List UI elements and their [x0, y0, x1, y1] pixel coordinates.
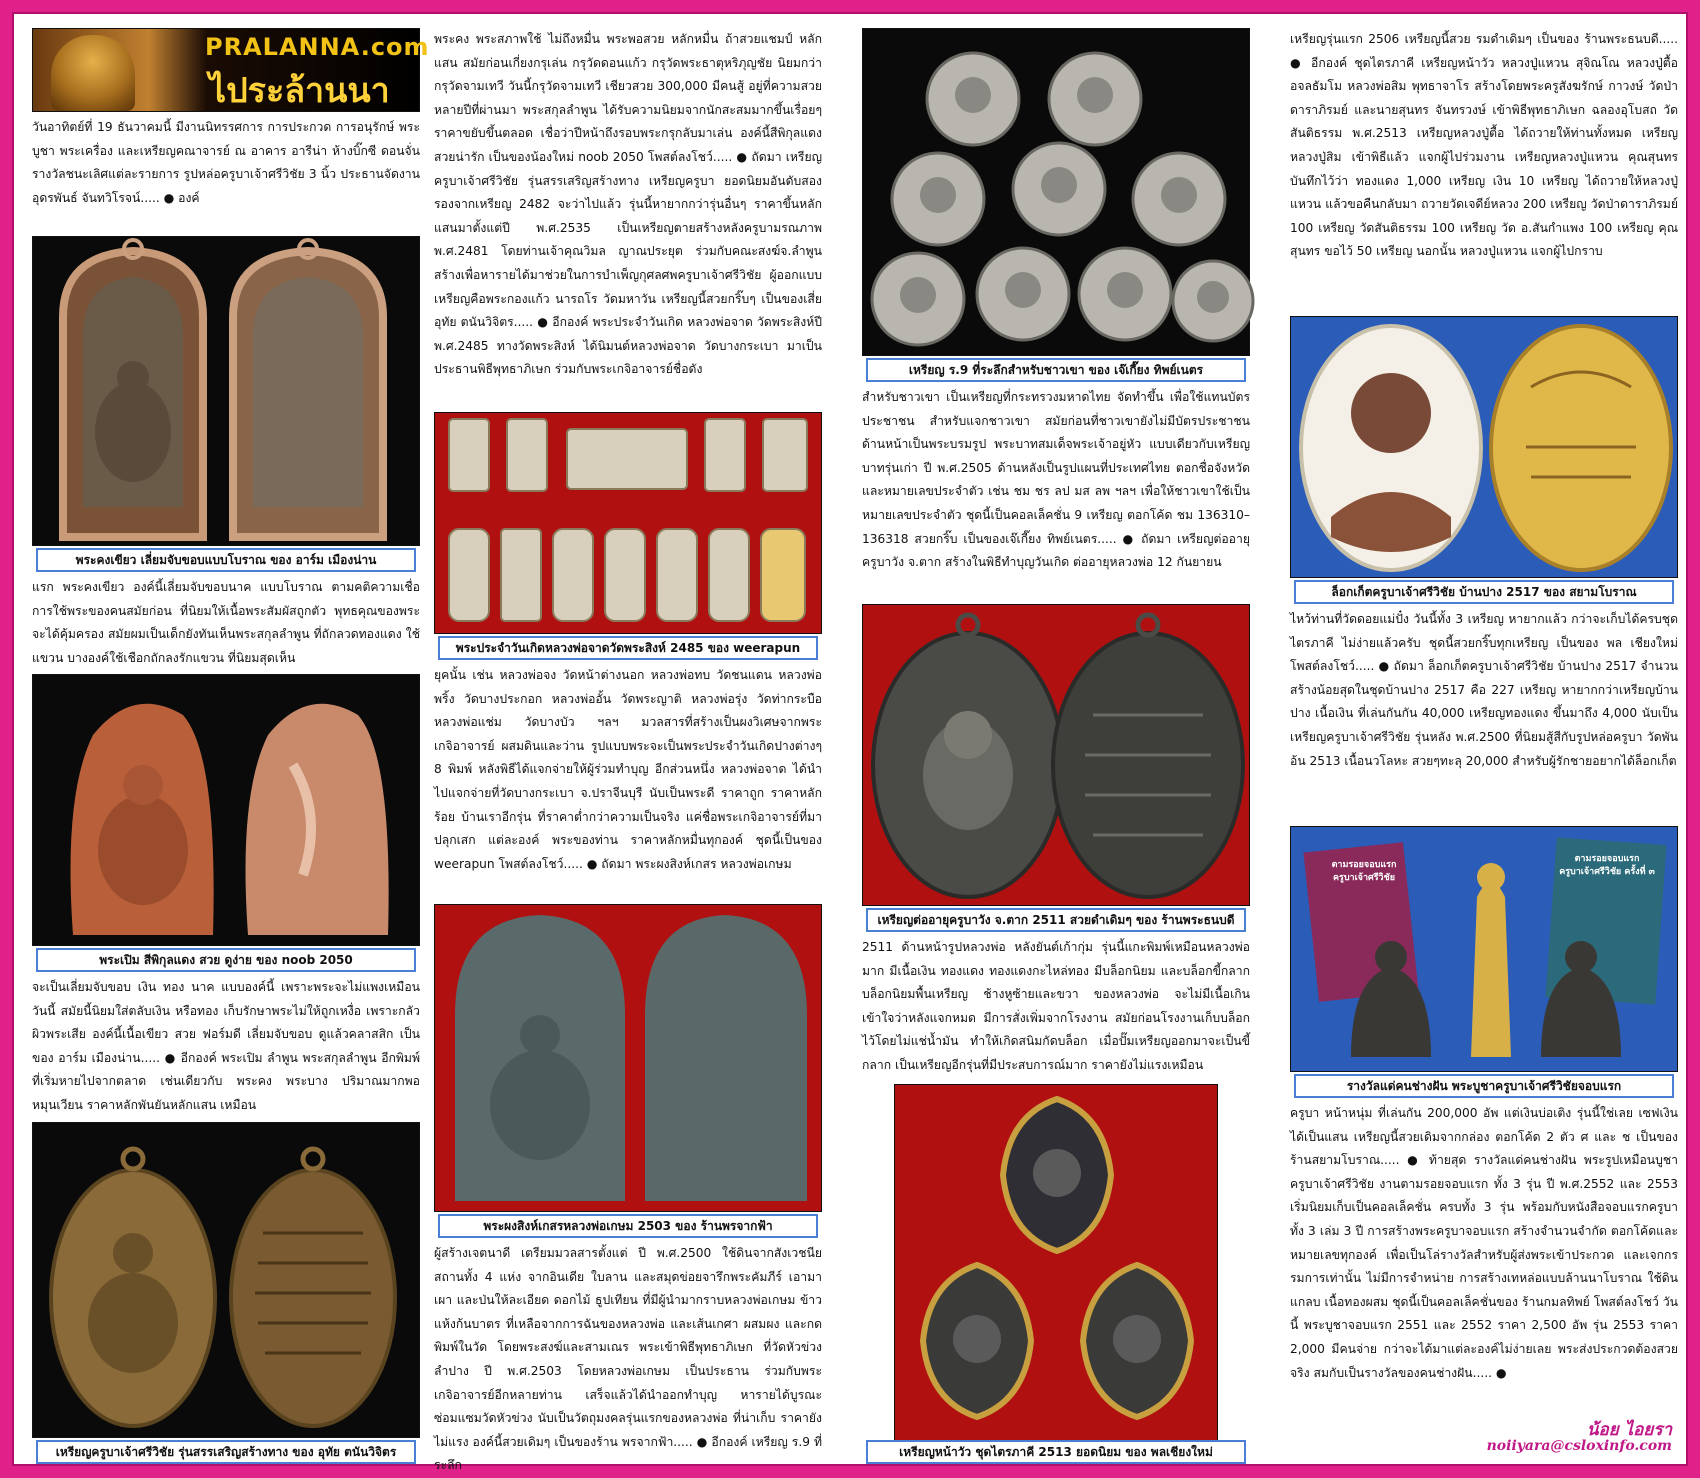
col2-paragraph-2: ยุคนั้น เช่น หลวงพ่อจง วัดหน้าต่างนอก หลวงพ่อทบ วัดชนแดน หลวงพ่อพริ้ง วัดบางประกอก หลวงพ่ออั้น วัดพระญาติ หลวงพ่อรุ่ง วัดท่ากระบือ หลวงพ่อแช่ม วัดบางบัว ฯลฯ มวลสารที่สร้างเป็นผงวิเศษจากพระเกจิอาจารย์ ผสมดินและว่าน รูปแบบพระจะเป็นพระประจำวันเกิดปางต่างๆ 8 พิมพ์ หลังพิธีได้แจกจ่ายให้ผู้ร่วมทำบุญ อีกส่วนหนึ่ง หลวงพ่อจาด ได้นำไปแจกจ่ายที่วัดบางกระเบา จ.ปราจีนบุรี นับเป็นพระดี ราคาถูก ราคาหลักร้อย บ้านเราอีกรุ่น ที่ราคาต่ำกว่าความเป็นจริง แค่ชื่อพระเกจิอาจารย์ที่มาปลุกเสก แต่ละองค์ พระของท่าน ราคาหลักหมื่นทุกองค์ ชุดนี้เป็นของ weerapun โพสต์ลงโชว์..... ● ถัดมา พระผงสิงห์เกสร หลวงพ่อเกษม [434, 668, 822, 871]
col1-paragraph-1: วันอาทิตย์ที่ 19 ธันวาคมนี้ มีงานนิทรรศการ การประกวด การอนุรักษ์ พระบูชา พระเครื่อง และเหรียญคณาจารย์ ณ อาคาร อารีน่า ห้างบิ๊กซี ดอนจั่น รางวัลชนะเลิศแต่ละรายการ รูปหล่อครูบาเจ้าศรีวิชัย 3 นิ้ว ประธานจัดงาน อุดรพันธ์ จันทวิโรจน์..... ● องค์ [32, 120, 420, 205]
caption-kruba-wang: เหรียญต่ออายุครูบาวัง จ.ตาก 2511 สวยดำเดิมๆ ของ ร้านพระธนบดี [866, 908, 1246, 932]
brand-english: PRALANNA.com [205, 33, 430, 61]
column-2 [434, 28, 822, 1473]
col4-paragraph-2: ไหว้ท่านที่วัดดอยแม่ปั๋ง วันนี้ทั้ง 3 เหรียญ หายากแล้ว กว่าจะเก็บได้ครบชุดไตรภาคี ไม่ง่ายแล้วครับ ชุดนี้สวยกริ๊บทุกเหรียญ เป็นของ พล เชียงใหม่ โพสต์ลงโชว์..... ● ถัดมา ล็อกเก็ตครูบาเจ้าศรีวิชัย บ้านปาง 2517 จำนวนสร้างน้อยสุดในชุดบ้านปาง 2517 คือ 227 เหรียญ หายากกว่าเหรียญบ้านปาง เนื้อเงิน ที่เล่นกันกัน 40,000 เหรียญทองแดง ขึ้นมาถึง 4,000 นับเป็นเหรียญครูบาเจ้าศรีวิชัย รุ่นหลัง พ.ศ.2500 ที่นิยมสู้สีกับรูปหล่อครูบา วัดพันอ้น 2513 เนื้อนวโลหะ สวยๆทะลุ 20,000 สำหรับผู้รักชายอยากได้ล็อกเก็ต [1290, 612, 1678, 768]
caption-locket: ล็อกเก็ตครูบาเจ้าศรีวิชัย บ้านปาง 2517 ของ สยามโบราณ [1294, 580, 1674, 604]
col3-paragraph-2: 2511 ด้านหน้ารูปหลวงพ่อ หลังยันต์เก้ากุ่ม รุ่นนี้แกะพิมพ์เหมือนหลวงพ่อมาก มีเนื้อเงิน ทองแดง ทองแดงกะไหล่ทอง มีบล็อกนิยม และบล็อกขี้กลาก บล็อกนิยมพื้นเหรียญ ช้างหูซ้ายและขวา ของหลวงพ่อ จะไม่มีเนื้อเกิน เข้าใจว่าหลังแจกหมด มีการสั่งเพิ่มจากโรงงาน สมัยก่อนโรงงานเก็บบล็อกไว้โดยไม่แช่น้ำมัน ทำให้เกิดสนิมกัดบล็อก เมื่อปั๊มเหรียญออกมาจะเป็นขี้กลาก เป็นเหรียญอีกรุ่นที่มีประสบการณ์มาก ราคายังไม่แรงเหมือน [862, 940, 1250, 1072]
masthead [32, 28, 430, 112]
book-cover-1 [1319, 859, 1409, 885]
column-4 [1290, 28, 1678, 1454]
col1-paragraph-3: จะเป็นเลี่ยมจับขอบ เงิน ทอง นาค แบบองค์นี้ เพราะพระจะไม่แพงเหมือนวันนี้ สมัยนี้นิยมใส่ตลับเงิน หรือทอง เก็บรักษาพระไม่ให้ถูกเหงื่อ เพราะกลัวผิวพระเสีย องค์นี้เนื้อเขียว สวย ฟอร์มดี เลี่ยมจับขอบ ดูแล้วคลาสสิก เป็นของ อาร์ม เมืองน่าน..... ● อีกองค์ พระเปิม ลำพูน พระสกุลลำพูน อีกพิมพ์ ที่เริ่มหายไปจากตลาด เช่นเดียวกับ พระคง พระบาง ปริมาณมากพอหมุนเวียน ราคาหลักพันยันหลักแสน เหมือน [32, 980, 420, 1112]
column-3 [862, 28, 1250, 1459]
photo-chop-raek-statues [1290, 826, 1678, 1072]
caption-chop-raek: รางวัลแด่คนช่างฝัน พระบูชาครูบาเจ้าศรีวิชัยจอบแรก [1294, 1074, 1674, 1098]
col4-paragraph-3: ครูบา หน้าหนุ่ม ที่เล่นกัน 200,000 อัพ แต่เงินบ่อเติง รุ่นนี้ใช่เลย เซฟเงินได้เป็นแสน เหรียญนี้สวยเดิมจากกล่อง ตอกโค้ด 2 ตัว ศ และ ช เป็นของร้านสยามโบราณ..... ● ท้ายสุด รางวัลแด่คนช่างฝัน พระรูปเหมือนบูชา ครูบาเจ้าศรีวิชัย งานตามรอยจอบแรก ทั้ง 3 รุ่น ปี พ.ศ.2552 และ 2553 เริ่มนิยมเก็บเป็นคอลเล็คชั่น ครบทั้ง 3 รุ่น พร้อมกับหนังสือจอบแรกครูบา ทั้ง 3 เล่ม 3 ปี การสร้างพระครูบาจอบแรก สร้างจำนวนจำกัด ตอกโค้ดและหมายเลขทุกองค์ เพื่อเป็นโล่รางวัลสำหรับผู้ส่งพระเข้าประกวด และเจกกรรมการเท่านั้น ไม่มีการจำหน่าย การสร้างเทหล่อแบบล้านนาโบราณ ใช้ดินแกลบ เนื้อทองผสม ชุดนี้เป็นคอลเล็คชั่นของ ร้านกมลทิพย์ โพสต์ลงโชว์ วันนี้ พระบูชาจอบแรก 2551 และ 2552 ราคา 2,500 อัพ รุ่น 2553 ราคา 2,000 มีคนจ่าย กว่าจะได้มาแต่ละองค์ไม่ง่ายเลย พระส่งประกวดต้องสวยจริง สมกับเป็นรางวัลของคนช่างฝัน..... ● [1290, 1106, 1678, 1380]
col4-paragraph-1: เหรียญรุ่นแรก 2506 เหรียญนี้สวย รมดำเดิมๆ เป็นของ ร้านพระธนบดี..... ● อีกองค์ ชุดไตรภาคี เหรียญหน้าวัว หลวงปู่แหวน สุจิณโณ หลวงปู่ตื้อ อจลธัมโม หลวงพ่อสิม พุทธาจาโร สร้างโดยพระครูสังฆรักษ์ กาวงษ์ วัดป่าดาราภิรมย์ และนายสุนทร จันทรวงษ์ เข้าพิธีพุทธาภิเษก ฉลองอุโบสถ วัดสันติธรรม พ.ศ.2513 เหรียญหลวงปู่ตื้อ ได้ถวายให้ท่านทั้งหมด เหรียญหลวงปู่สิม เข้าพิธีแล้ว แจกผู้ไปร่วมงาน เหรียญหลวงปู่แหวน คุณสุนทร บันทึกไว้ว่า ทองแดง 1,000 เหรียญ เงิน 10 เหรียญ ได้ถวายให้หลวงปู่แหวน แล้วขอคืนกลับมา ถวายวัดเจดีย์หลวง 200 เหรียญ วัดป่าดาราภิรมย์ 100 เหรียญ วัดสันติธรรม 100 เหรียญ วัด อ.สันกำแพง 100 เหรียญ คุณสุนทร ขอไว้ 50 เหรียญ นอกนั้น หลวงปู่แหวน แจกผู้ไปกราบ [1290, 32, 1678, 259]
photo-phra-phong-singh [434, 904, 822, 1212]
col2-paragraph-3: ผู้สร้างเจตนาดี เตรียมมวลสารตั้งแต่ ปี พ.ศ.2500 ใช้ดินจากสังเวชนียสถานทั้ง 4 แห่ง จากอินเดีย ใบลาน และสมุดข่อยจารึกพระคัมภีร์ เอามาเผา และป่นให้ละเอียด ดอกไม้ ธูปเทียน ที่มีผู้นำมากราบหลวงพ่อเกษม ข้าวแห้งก้นบาตร ที่เหลือจากการฉันของหลวงพ่อ และเส้นเกศา ผสมผง และกดพิมพ์ในวัด โดยพระสงฆ์และสามเณร พระเข้าพิธีพุทธาภิเษก ที่วัดหัวข่วง ลำปาง ปี พ.ศ.2503 โดยหลวงพ่อเกษม เป็นประธาน ร่วมกับพระเกจิอาจารย์อีกหลายท่าน เสร็จแล้วได้นำออกทำบุญ หารายได้บูรณะซ่อมแซมวัดหัวข่วง นับเป็นวัตถุมงคลรุ่นแรกของหลวงพ่อ ที่น่าเก็บ ราคายังไม่แรง องค์นี้สวยเดิมๆ เป็นของร้าน พรจากฟ้า..... ● อีกองค์ เหรียญ ร.9 ที่ระลึก [434, 1246, 822, 1473]
photo-r9-hill-tribe-coins [862, 28, 1250, 356]
column-1 [32, 28, 430, 1459]
col1-paragraph-2: แรก พระคงเขียว องค์นี้เลี่ยมจับขอบนาค แบบโบราณ ตามคติความเชื่อ การใช้พระของคนสมัยก่อน ที่นิยมให้เนื้อพระสัมผัสถูกตัว พุทธคุณของพระจะได้คุ้มครอง สมัยผมเป็นเด็กยังทันเห็นพระสกุลลำพูน ที่ถักลวดทองแดง ใช้แขวน บางองค์ใช้เชือกถักลงรักแขวน ที่นิยมสุดเห็น [32, 580, 420, 665]
book-cover-2-line2: ครูบาเจ้าศรีวิชัย ครั้งที่ ๓ [1559, 867, 1655, 877]
photo-trio-coins [894, 1084, 1218, 1448]
photo-kruba-wang-coin [862, 604, 1250, 906]
photo-phra-pracham-wan [434, 412, 822, 634]
caption-trio-coins: เหรียญหน้าวัว ชุดไตรภาคี 2513 ยอดนิยม ของ พลเชียงใหม่ [866, 1440, 1246, 1464]
col3-paragraph-1: สำหรับชาวเขา เป็นเหรียญที่กระทรวงมหาดไทย จัดทำขึ้น เพื่อใช้แทนบัตรประชาชน สำหรับแจกชาวเขา สมัยก่อนที่ชาวเขายังไม่มีบัตรประชาชน ด้านหน้าเป็นพระบรมรูป พระบาทสมเด็จพระเจ้าอยู่หัว แบบเดียวกับเหรียญบาทรุ่นเก่า ปี พ.ศ.2505 ด้านหลังเป็นรูปแผนที่ประเทศไทย ตอกชื่อจังหวัด และหมายเลขประจำตัว เช่น ชม ชร ลป มส ลพ ฯลฯ เพื่อให้ชาวเขาใช้เป็นหมายเลขประจำตัว ชุดนี้เป็นคอลเล็คชั่น 9 เหรียญ ตอกโค้ด ชม 136310–136318 สวยกริ๊บ เป็นของเจ๊เกี๊ยง ทิพย์เนตร..... ● ถัดมา เหรียญต่ออายุครูบาวัง จ.ตาก สร้างในพิธีทำบุญวันเกิด ต่ออายุหลวงพ่อ 12 กันยายน [862, 390, 1250, 570]
book-cover-1-line1: ตามรอยจอบแรก [1331, 860, 1397, 870]
book-cover-1-line2: ครูบาเจ้าศรีวิชัย [1332, 873, 1395, 883]
caption-phra-khong-khiao: พระคงเขียว เลี่ยมจับขอบแบบโบราณ ของ อาร์ม เมืองน่าน [36, 548, 416, 572]
newspaper-page [12, 12, 1688, 1473]
author-signature: น้อย ไอยรา [1586, 1420, 1672, 1440]
caption-phra-pracham-wan: พระประจำวันเกิดหลวงพ่อจาดวัดพระสิงห์ 2485 ของ weerapun [438, 636, 818, 660]
col2-paragraph-1: พระคง พระสภาพใช้ ไม่ถึงหมื่น พระพอสวย หลักหมื่น ถ้าสวยแชมป์ หลักแสน สมัยก่อนเกี่ยงกรุเล่น กรุวัดดอนแก้ว กรุวัดพระธาตุหริภุญชัย นิยมกว่ากรุวัดจามเทวี วันนี้กรุวัดจามเทวี เชียวสวย 300,000 มีคนสู้ อยู่ที่ความสวย หลายปีที่ผ่านมา พระสกุลลำพูน ได้รับความนิยมจากนักสะสมมากขึ้นเรื่อยๆ ราคาขยับขึ้นตลอด เชื่อว่าปีหน้าถึงรอบพระกรุกลับมาเล่น องค์นี้สีพิกุลแดง สวยน่ารัก เป็นของน้องใหม่ noob 2050 โพสต์ลงโชว์..... ● ถัดมา เหรียญครูบาเจ้าศรีวิชัย รุ่นสรรเสริญสร้างทาง เหรียญครูบา ยอดนิยมอันดับสองรองจากเหรียญ 2482 จะว่าไปแล้ว รุ่นนี้หายากกว่ารุ่นอื่นๆ ราคาขึ้นหลักแสนมาตั้งแต่ปี พ.ศ.2535 เป็นเหรียญตายสร้างหลังครูบามรณภาพ พ.ศ.2481 โดยท่านเจ้าคุณวิมล ญาณประยุต ร่วมกับคณะสงฆ์จ.ลำพูน สร้างเพื่อหารายได้มาช่วยในการบำเพ็ญกุศลศพครูบาเจ้าศรีวิชัย ผู้ออกแบบเหรียญคือพระกองแก้ว นารถโร วัดมหาวัน เหรียญนี้สวยกริ๊บๆ เป็นของเสี่ยอุทัย ตนันวิจิตร..... ● อีกองค์ พระประจำวันเกิด หลวงพ่อจาด วัดพระสิงห์ปี พ.ศ.2485 ทางวัดพระสิงห์ ได้นิมนต์หลวงพ่อจาด วัดบางกระเบา มาเป็นประธานพิธีพุทธาภิเษก ร่วมกับพระเกจิอาจารย์ชื่อดัง [434, 32, 822, 377]
book-cover-2 [1557, 853, 1657, 879]
brand-thai: ไประล้านนา [209, 71, 390, 111]
caption-phra-phong-singh: พระผงสิงห์เกสรหลวงพ่อเกษม 2503 ของ ร้านพรจากฟ้า [438, 1214, 818, 1238]
caption-r9-coins: เหรียญ ร.9 ที่ระลึกสำหรับชาวเขา ของ เจ๊เกี๊ยง ทิพย์เนตร [866, 358, 1246, 382]
author-email: noiiyara@csloxinfo.com [1486, 1438, 1672, 1454]
photo-phra-poem [32, 674, 420, 946]
caption-phra-poem: พระเปิม สีพิกุลแดง สวย ดูง่าย ของ noob 2050 [36, 948, 416, 972]
photo-locket-ban-pang [1290, 316, 1678, 578]
statue-photo [51, 35, 135, 111]
photo-kruba-coin-1 [32, 1122, 420, 1438]
book-cover-2-line1: ตามรอยจอบแรก [1574, 854, 1640, 864]
caption-kruba-coin-1: เหรียญครูบาเจ้าศรีวิชัย รุ่นสรรเสริญสร้างทาง ของ อุทัย ตนันวิจิตร [36, 1440, 416, 1464]
photo-phra-khong-khiao [32, 236, 420, 546]
